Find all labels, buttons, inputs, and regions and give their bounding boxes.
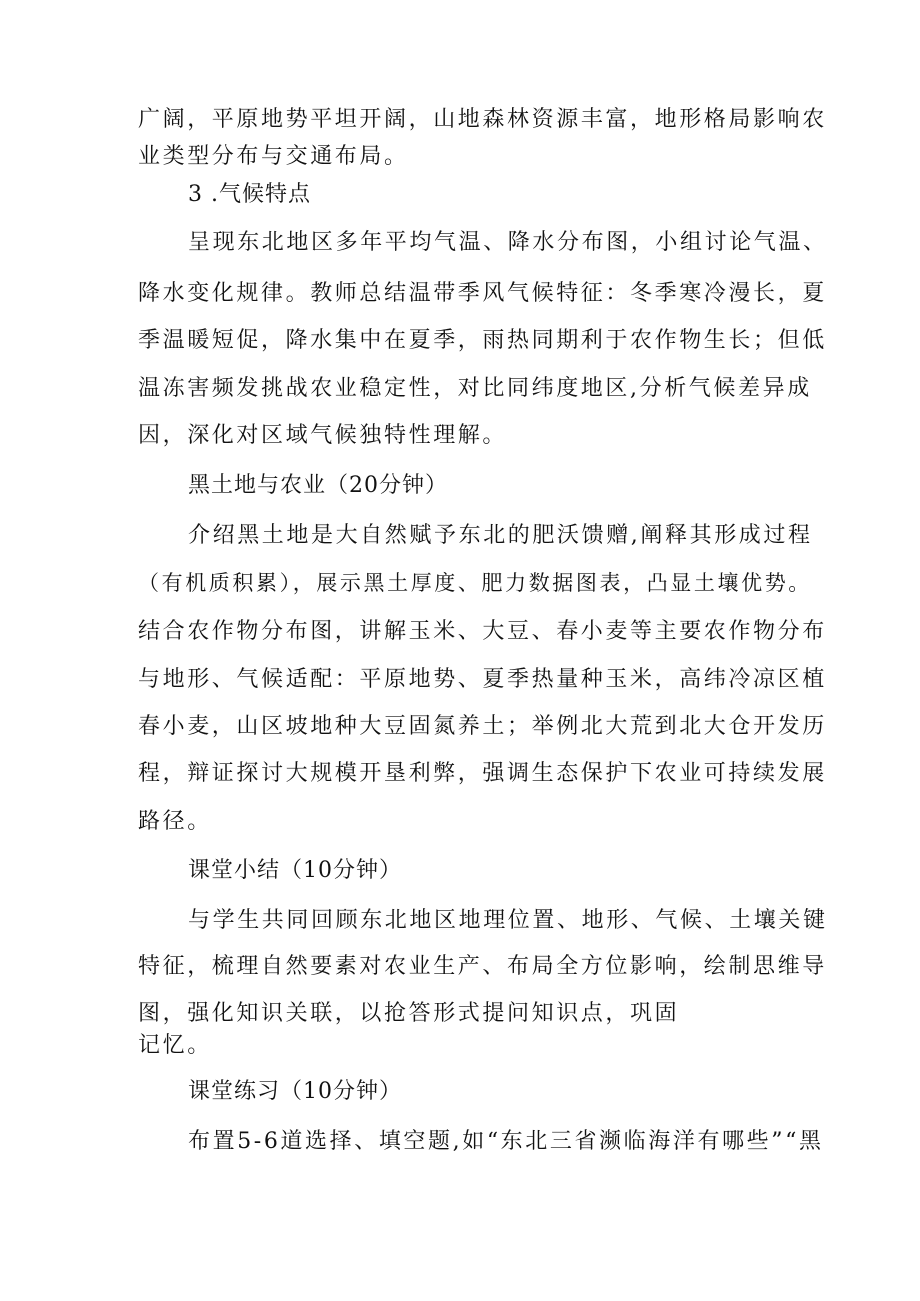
paragraph-line: 图，强化知识关联，以抢答形式提问知识点，巩固 bbox=[138, 1001, 680, 1026]
paragraph-line: 布置5-6道选择、填空题,如“东北三省濒临海洋有哪些”“黑 bbox=[188, 1129, 824, 1154]
section-heading-exercise: 课堂练习（10分钟） bbox=[188, 1079, 402, 1104]
paragraph-line: 路径。 bbox=[138, 809, 212, 834]
paragraph-line: 呈现东北地区多年平均气温、降水分布图，小组讨论气温、 bbox=[188, 230, 828, 255]
paragraph-line: 降水变化规律。教师总结温带季风气候特征：冬季寒冷漫长，夏 bbox=[138, 281, 827, 306]
section-heading-climate: 3 .气候特点 bbox=[188, 182, 311, 207]
paragraph-line: 与地形、气候适配：平原地势、夏季热量种玉米，高纬冷凉区植 bbox=[138, 667, 827, 692]
paragraph-line: 记忆。 bbox=[138, 1033, 212, 1058]
paragraph-line: （有机质积累），展示黑土厚度、肥力数据图表，凸显土壤优势。 bbox=[138, 571, 812, 595]
paragraph-line: 结合农作物分布图，讲解玉米、大豆、春小麦等主要农作物分布 bbox=[138, 619, 827, 644]
paragraph-line: 季温暖短促，降水集中在夏季，雨热同期利于农作物生长；但低 bbox=[138, 328, 827, 353]
paragraph-line: 春小麦，山区坡地种大豆固氮养土；举例北大荒到北大仓开发历 bbox=[138, 714, 827, 739]
paragraph-line: 业类型分布与交通布局。 bbox=[138, 144, 409, 169]
paragraph-line: 程，辩证探讨大规模开垦利弊，强调生态保护下农业可持续发展 bbox=[138, 761, 827, 786]
section-heading-summary: 课堂小结（10分钟） bbox=[188, 858, 402, 883]
paragraph-line: 因，深化对区域气候独特性理解。 bbox=[138, 423, 508, 448]
paragraph-line: 与学生共同回顾东北地区地理位置、地形、气候、土壤关键 bbox=[188, 908, 828, 933]
paragraph-line: 介绍黑土地是大自然赋予东北的肥沃馈赠,阐释其形成过程 bbox=[188, 523, 813, 548]
paragraph-line: 广阔，平原地势平坦开阔，山地森林资源丰富，地形格局影响农 bbox=[138, 107, 827, 132]
paragraph-line: 特征，梳理自然要素对农业生产、布局全方位影响，绘制思维导 bbox=[138, 954, 827, 979]
section-heading-black-soil: 黑土地与农业（20分钟） bbox=[188, 473, 448, 498]
paragraph-line: 温冻害频发挑战农业稳定性，对比同纬度地区,分析气候差异成 bbox=[138, 376, 812, 401]
